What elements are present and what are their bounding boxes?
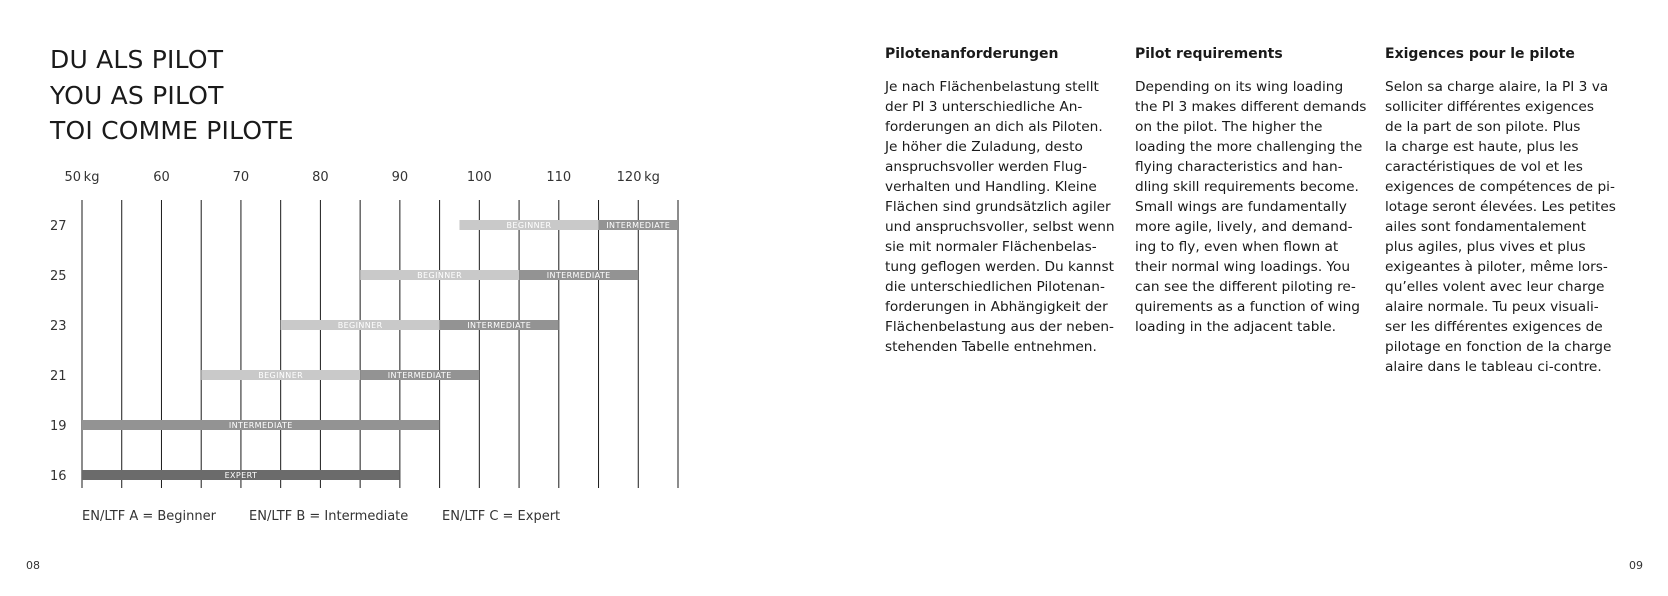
bar-label: EXPERT [224, 471, 258, 480]
pilot-requirements-chart [0, 0, 700, 500]
x-tick-label: 60 [153, 170, 170, 185]
bar-label: BEGINNER [258, 371, 304, 380]
column-body-de: Je nach Flächenbelastung stellt der PI 3 unterschiedliche An- forderungen an dich als Piloten. Je höher die Zuladung, desto anspruchsvoller werden Flug- verhalten und Handling. Kleine Flächen sind grundsätzlich agiler und anspruchsvoller, selbst wenn sie mit normaler Flächenbelas- tung geflogen werden. Du kannst die unterschiedlichen Pilotenan- forderungen in Abhängigkeit der Flächenbelastung aus der neben- stehenden Tabelle entnehmen. [885, 79, 1115, 355]
bar-label: INTERMEDIATE [546, 271, 611, 280]
x-tick-label: 120 kg [616, 170, 660, 185]
row-label: 27 [50, 219, 67, 234]
legend-item-b: EN/LTF B = Intermediate [249, 509, 409, 524]
title-line-de: DU ALS PILOT [50, 45, 224, 74]
row-label: 25 [50, 269, 67, 284]
column-body-en: Depending on its wing loading the PI 3 makes different demands on the pilot. The higher the loading the more challenging the flying characteristics and han- dling skill requirements become. Small wings are fundamentally more agile, lively, and demand- ing to fly, even when flown at their normal wing loadings. You can see the different piloting re- quirements as a function of wing loading in the adjacent table. [1135, 79, 1367, 335]
x-tick-label: 100 [466, 170, 492, 185]
title-line-fr: TOI COMME PILOTE [50, 116, 294, 145]
x-tick-label: 70 [232, 170, 250, 185]
column-heading-de: Pilotenanforderungen [885, 46, 1059, 62]
bar-label: INTERMEDIATE [228, 421, 293, 430]
bar-label: BEGINNER [506, 221, 552, 230]
text-column-en [1135, 44, 1367, 337]
column-heading-en: Pilot requirements [1135, 46, 1283, 62]
bar-label: INTERMEDIATE [606, 221, 671, 230]
text-column-fr [1385, 44, 1617, 377]
bar-label: INTERMEDIATE [467, 321, 532, 330]
column-body-fr: Selon sa charge alaire, la PI 3 va solliciter différentes exigences de la part de son pilote. Plus la charge est haute, plus les caractéristiques de vol et les exigences de compétences de pi- lotage seront élevées. Les petites ailes sont fondamentalement plus agiles, plus vives et plus exigeantes à piloter, même lors- qu’elles volent avec leur charge alaire normale. Tu peux visuali- ser les différentes exigences de pilotage en fonction de la charge alaire dans le tableau ci-contre. [1385, 79, 1616, 375]
bar-label: BEGINNER [417, 271, 463, 280]
title-line-en: YOU AS PILOT [50, 80, 224, 110]
page-number-right: 09 [1629, 559, 1643, 572]
x-tick-label: 50 kg [64, 170, 100, 185]
x-tick-label: 110 [546, 170, 572, 185]
x-tick-label: 90 [391, 170, 409, 185]
page-number-left: 08 [26, 559, 40, 572]
row-label: 23 [50, 319, 67, 334]
bar-label: INTERMEDIATE [387, 371, 452, 380]
x-tick-label: 80 [312, 170, 329, 185]
text-column-de [885, 44, 1117, 357]
row-label: 19 [50, 419, 67, 434]
legend-item-a: EN/LTF A = Beginner [82, 509, 216, 524]
row-label: 16 [50, 469, 67, 484]
row-label: 21 [50, 369, 67, 384]
legend-item-c: EN/LTF C = Expert [442, 509, 561, 524]
bar-label: BEGINNER [337, 321, 383, 330]
column-heading-fr: Exigences pour le pilote [1385, 46, 1575, 62]
